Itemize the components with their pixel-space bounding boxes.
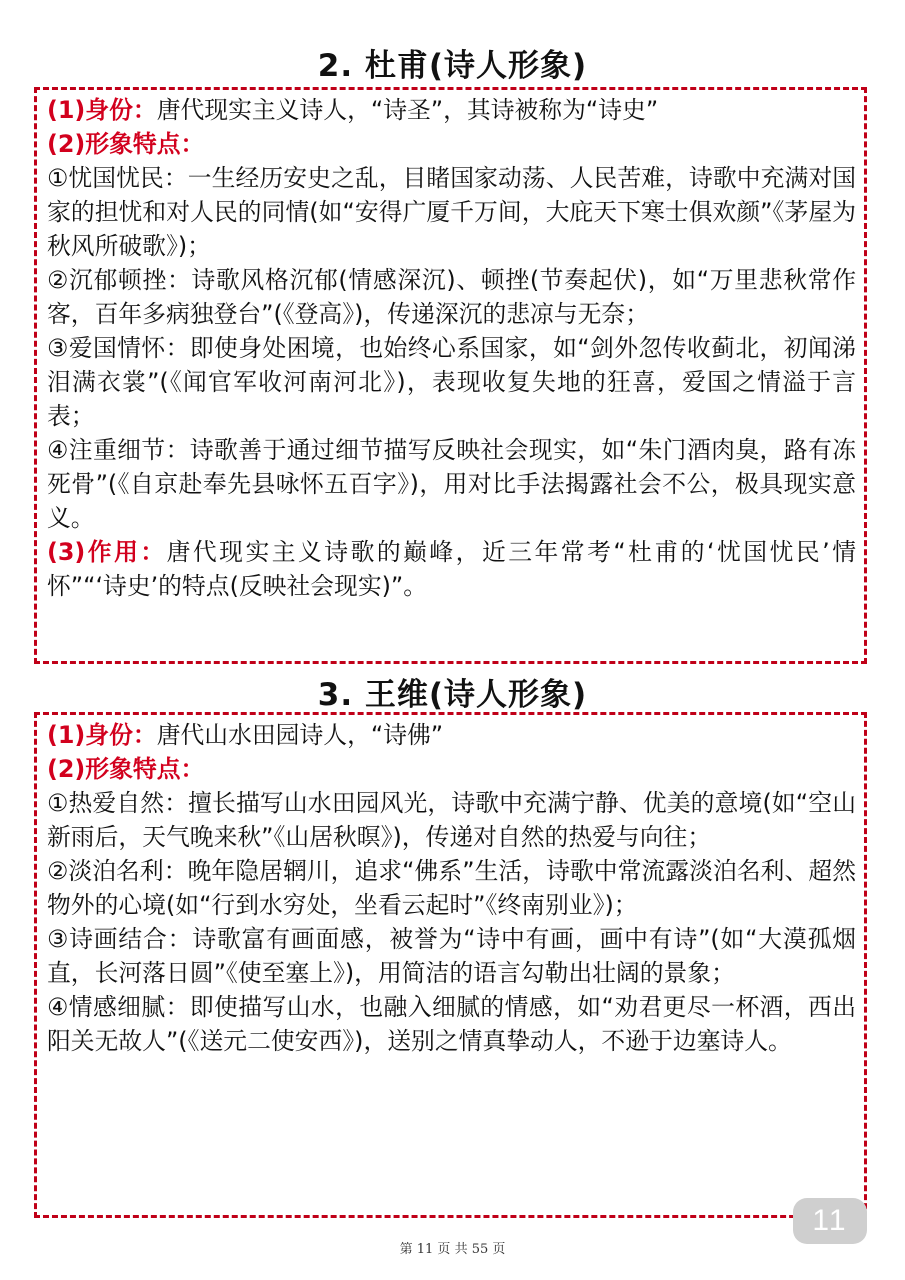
item-label: (2)形象特点： [47, 755, 205, 783]
item-text: ①忧国忧民：一生经历安史之乱，目睹国家动荡、人民苦难，诗歌中充满对国家的担忧和对人民的同情(如“安得广厦千万间，大庇天下寒士俱欢颜”《茅屋为秋风所破歌》)； [47, 164, 856, 260]
item-text: 唐代山水田园诗人，“诗佛” [156, 721, 444, 749]
item-label: (1)身份： [47, 721, 157, 749]
paragraph [47, 263, 856, 331]
paragraph [47, 990, 856, 1058]
paragraph [47, 854, 856, 922]
item-text: ②淡泊名利：晚年隐居辋川，追求“佛系”生活，诗歌中常流露淡泊名利、超然物外的心境(如“行到水穷处，坐看云起时”《终南别业》)； [47, 857, 856, 919]
item-label: (1)身份： [47, 96, 157, 124]
paragraph [47, 786, 856, 854]
section-title-du-fu: 2. 杜甫(诗人形象) [317, 48, 588, 84]
item-text: ①热爱自然：擅长描写山水田园风光，诗歌中充满宁静、优美的意境(如“空山新雨后，天气晚来秋”《山居秋暝》)，传递对自然的热爱与向往； [47, 789, 856, 851]
wang-wei-box [34, 712, 867, 1218]
paragraph [47, 331, 856, 433]
item-text: ②沉郁顿挫：诗歌风格沉郁(情感深沉)、顿挫(节奏起伏)，如“万里悲秋常作客，百年多病独登台”(《登高》)，传递深沉的悲凉与无奈； [47, 266, 856, 328]
paragraph [47, 752, 856, 786]
paragraph [47, 161, 856, 263]
item-text: ③诗画结合：诗歌富有画面感，被誉为“诗中有画，画中有诗”(如“大漠孤烟直，长河落日圆”《使至塞上》)，用简洁的语言勾勒出壮阔的景象； [47, 925, 856, 987]
page-number-badge: 11 [793, 1198, 867, 1244]
item-text: 唐代现实主义诗人，“诗圣”，其诗被称为“诗史” [156, 96, 659, 124]
item-label: (3)作用： [47, 538, 167, 566]
paragraph [47, 718, 856, 752]
item-text: 唐代现实主义诗歌的巅峰，近三年常考“杜甫的‘忧国忧民’情怀”“‘诗史’的特点(反映社会现实)”。 [47, 538, 856, 600]
page-footer: 第 11 页 共 55 页 [399, 1242, 506, 1257]
paragraph [47, 535, 856, 603]
item-text: ④情感细腻：即使描写山水，也融入细腻的情感，如“劝君更尽一杯酒，西出阳关无故人”(《送元二使安西》)，送别之情真挚动人，不逊于边塞诗人。 [47, 993, 856, 1055]
paragraph [47, 922, 856, 990]
section-title-wang-wei: 3. 王维(诗人形象) [317, 677, 588, 713]
paragraph [47, 127, 856, 161]
item-text: ④注重细节：诗歌善于通过细节描写反映社会现实，如“朱门酒肉臭，路有冻死骨”(《自京赴奉先县咏怀五百字》)，用对比手法揭露社会不公，极具现实意义。 [47, 436, 856, 532]
item-text: ③爱国情怀：即使身处困境，也始终心系国家，如“剑外忽传收蓟北，初闻涕泪满衣裳”(《闻官军收河南河北》)，表现收复失地的狂喜，爱国之情溢于言表； [47, 334, 856, 430]
paragraph [47, 93, 856, 127]
item-label: (2)形象特点： [47, 130, 205, 158]
paragraph [47, 433, 856, 535]
du-fu-box [34, 87, 867, 664]
